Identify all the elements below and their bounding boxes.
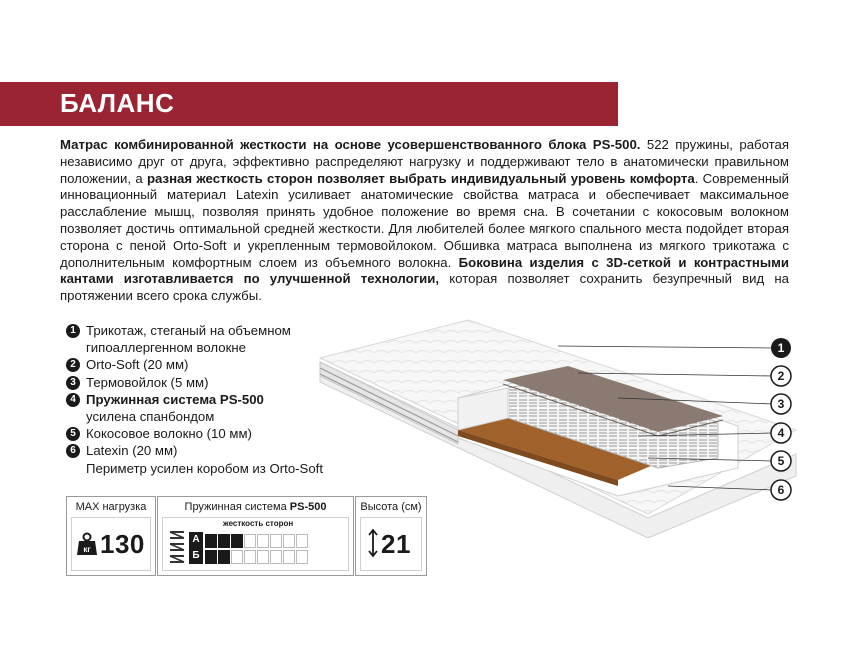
svg-text:1: 1 (777, 341, 785, 355)
layer-list (66, 322, 356, 477)
stiffness-cell-b (270, 550, 282, 564)
layer-item-6 (66, 442, 356, 476)
layer-number: 1 (66, 324, 80, 338)
stiffness-cell-a (283, 534, 295, 548)
side-labels (189, 532, 203, 564)
svg-text:6: 6 (777, 483, 785, 497)
spec-max-load (66, 496, 156, 576)
layer-number: 5 (66, 427, 80, 441)
spec-height (355, 496, 427, 576)
layer-number: 6 (66, 444, 80, 458)
layer-item-5 (66, 425, 356, 442)
stiffness-cell-a (231, 534, 243, 548)
layer-detail: Периметр усилен коробом из Orto-Soft (86, 460, 324, 476)
desc-bold-1: Матрас комбинированной жесткости на основе усовершенствованного блока PS-500. (60, 137, 641, 152)
max-load-value: 130 (100, 529, 145, 559)
stiffness-cell-b (218, 550, 230, 564)
desc-text-1: 522 пружины, работая независимо друг от друга, эффективно распределяют нагрузку и поддерживают тело в анатомически правильном положении, а (60, 137, 790, 186)
stiffness-cell-b (283, 550, 295, 564)
title-banner (0, 82, 618, 126)
spec-spring-system (157, 496, 354, 576)
svg-text:4: 4 (777, 426, 785, 440)
weight-icon (76, 532, 98, 556)
spec-height-title: Высота (см) (360, 501, 422, 513)
spring-icon (167, 528, 187, 564)
side-a-label: А (192, 534, 200, 545)
layer-item-3 (66, 374, 356, 391)
stiffness-grid (205, 534, 308, 564)
stiffness-cell-b (296, 550, 308, 564)
layer-name: Latexin (20 мм) (86, 443, 178, 459)
desc-text-2: . Современный инновационный материал Latexin усиливает анатомические свойства матраса и обеспечивает максимальное расслабление мышц, позволяя принять удобное положение во время сна. В сочетании с кокосовым волокном позволяет достичь оптимальной средней жесткости. Для любителей более мягкого спального места подойдет вторая сторона с пеной Orto-Soft и укрепленным термовойлоком. Обшивка матраса выполнена из мягкого трикотажа с дополнительным комфортным слоем из объемного волокна. (60, 170, 789, 270)
spec-max-load-title: MAX нагрузка (75, 501, 147, 513)
layer-item-2 (66, 356, 356, 373)
desc-text-3: которая позволяет сохранить безупречный вид на протяжении всего срока службы. (60, 271, 790, 304)
stiffness-cell-a (257, 534, 269, 548)
layer-number: 3 (66, 376, 80, 390)
layer-item-1 (66, 322, 356, 356)
stiffness-cell-a (218, 534, 230, 548)
stiffness-cell-a (296, 534, 308, 548)
callout-3 (771, 394, 791, 414)
layer-detail: гипоаллергенном волокне (86, 340, 246, 356)
svg-text:2: 2 (777, 369, 785, 383)
stiffness-cell-b (257, 550, 269, 564)
product-title: БАЛАНС (60, 88, 175, 118)
svg-text:5: 5 (777, 454, 785, 468)
stiffness-cell-b (231, 550, 243, 564)
svg-text:3: 3 (777, 397, 785, 411)
desc-bold-3: Боковина изделия с 3D-сеткой и контрастными кантами изготавливается по улучшенной технологии, (60, 254, 789, 287)
stiffness-cell-a (270, 534, 282, 548)
spec-spring-title: Пружинная система PS-500 (184, 501, 327, 513)
layer-name: Термовойлок (5 мм) (86, 374, 209, 390)
layer-name: Кокосовое волокно (10 мм) (86, 426, 252, 442)
layer-number: 4 (66, 393, 80, 407)
height-arrow-icon (368, 529, 378, 557)
side-b-label: Б (192, 550, 200, 561)
layer-name: Orto-Soft (20 мм) (86, 357, 189, 373)
desc-bold-2: разная жесткость сторон позволяет выбрать индивидуальный уровень комфорта (146, 170, 695, 186)
layer-number: 2 (66, 358, 80, 372)
layer-name: Трикотаж, стеганый на объемном (86, 323, 291, 338)
stiffness-cell-a (205, 534, 217, 548)
callout-2 (771, 366, 791, 386)
stiffness-cell-b (244, 550, 256, 564)
stiffness-cell-b (205, 550, 217, 564)
callout-4 (771, 423, 791, 443)
layer-item-4 (66, 391, 356, 425)
layer-name: Пружинная система PS-500 (86, 391, 264, 407)
height-value: 21 (381, 529, 411, 559)
svg-text:кг: кг (83, 545, 91, 554)
callout-5 (771, 451, 791, 471)
callout-1 (771, 338, 791, 358)
stiffness-cell-a (244, 534, 256, 548)
stiffness-label: жесткость сторон (223, 519, 294, 528)
product-description (60, 137, 789, 305)
callout-6 (771, 480, 791, 500)
layer-detail: усилена спанбондом (86, 409, 215, 425)
